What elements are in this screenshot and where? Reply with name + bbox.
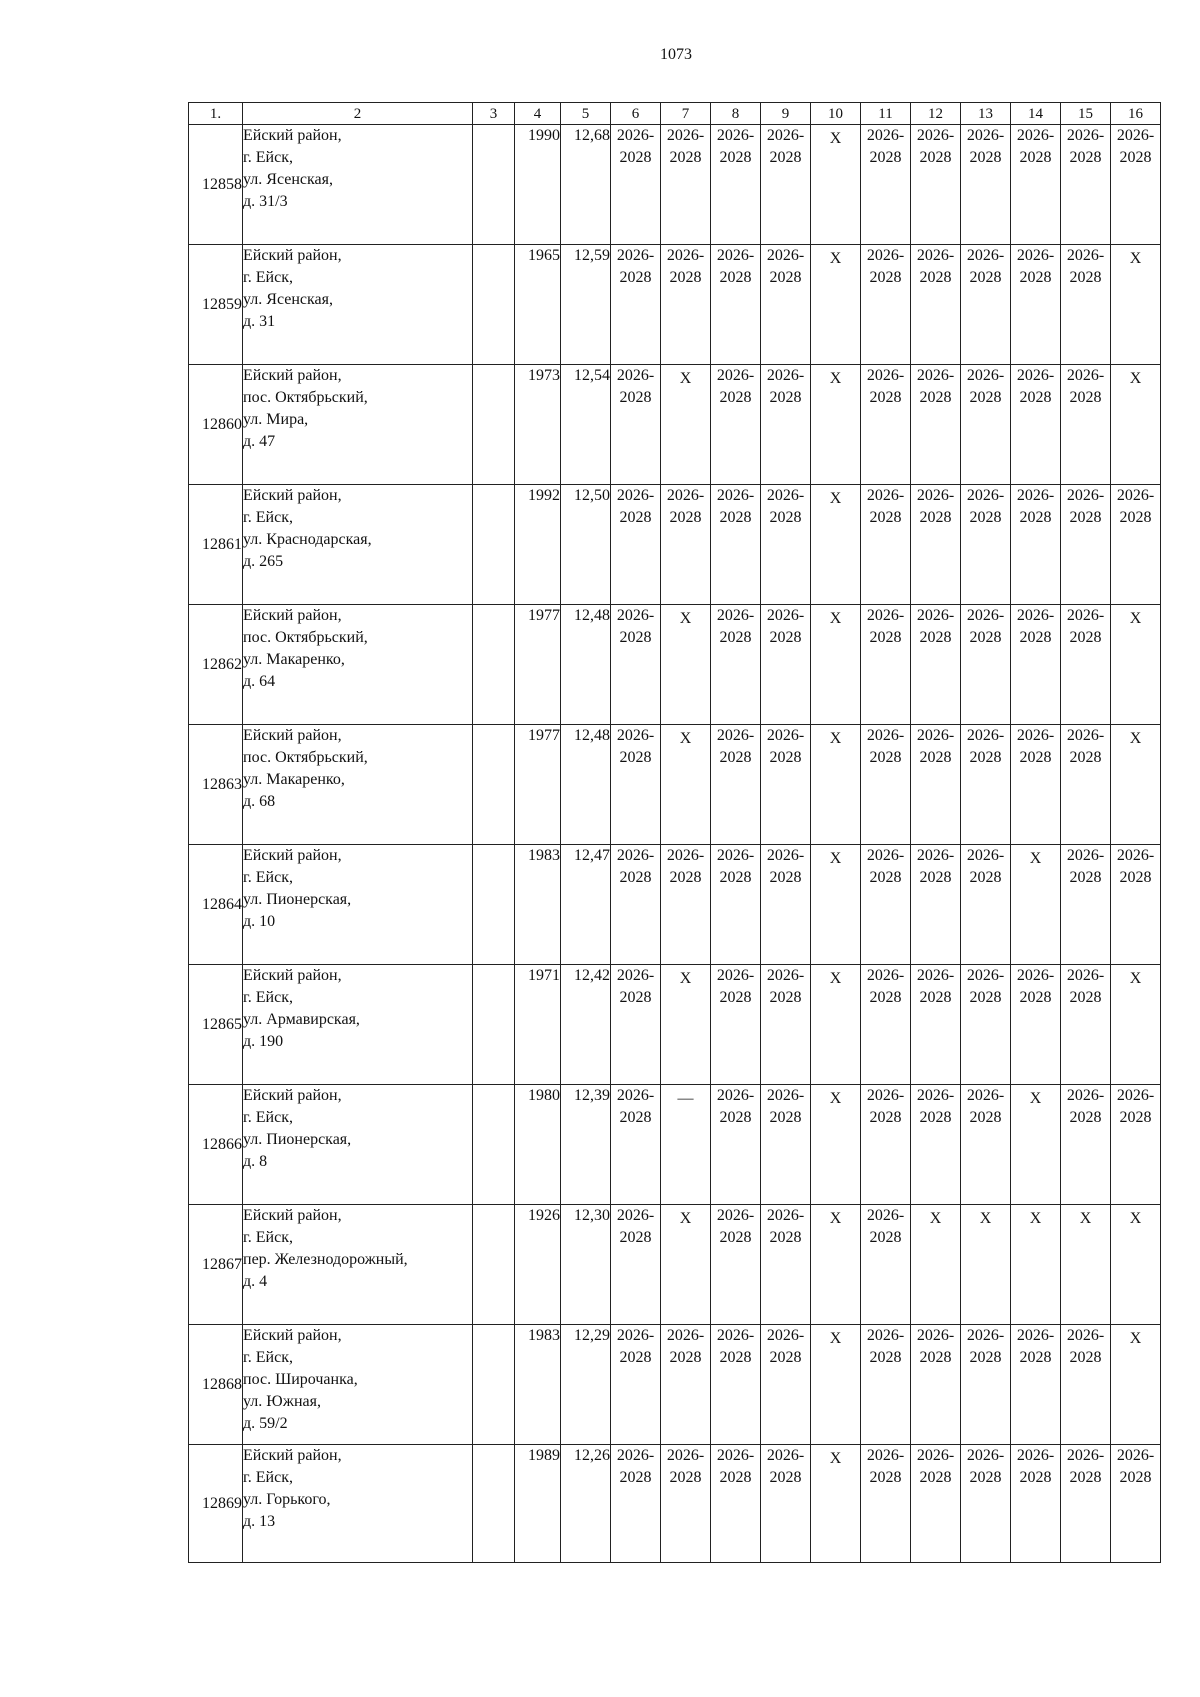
year-cell: 1977 [515, 605, 561, 725]
address-line: ул. Краснодарская, [243, 531, 372, 548]
period-cell-col-9: 2026- 2028 [761, 245, 811, 365]
period-cell-col-13: 2026- 2028 [961, 1325, 1011, 1445]
address-line: ул. Мира, [243, 411, 309, 428]
period-cell-col-7: X [661, 365, 711, 485]
address-line: Ейский район, [243, 367, 342, 384]
address-line: ул. Макаренко, [243, 771, 345, 788]
column-3-cell [473, 1325, 515, 1445]
period-cell-col-16: X [1111, 245, 1161, 365]
period-cell-col-9: 2026- 2028 [761, 605, 811, 725]
period-cell-col-9: 2026- 2028 [761, 1085, 811, 1205]
column-header-11: 11 [861, 103, 911, 125]
address-line: Ейский район, [243, 847, 342, 864]
period-cell-col-10: X [811, 1325, 861, 1445]
period-cell-col-9: 2026- 2028 [761, 965, 811, 1085]
year-cell: 1990 [515, 125, 561, 245]
address-line: ул. Ясенская, [243, 171, 334, 188]
row-number: 12866 [189, 1085, 243, 1205]
period-cell-col-13: X [961, 1205, 1011, 1325]
column-3-cell [473, 725, 515, 845]
address-line: ул. Макаренко, [243, 651, 345, 668]
column-header-15: 15 [1061, 103, 1111, 125]
year-cell: 1983 [515, 1325, 561, 1445]
year-cell: 1992 [515, 485, 561, 605]
period-cell-col-8: 2026- 2028 [711, 1325, 761, 1445]
period-cell-col-11: 2026- 2028 [861, 1325, 911, 1445]
column-header-3: 3 [473, 103, 515, 125]
period-cell-col-7: 2026- 2028 [661, 1445, 711, 1563]
address-line: д. 190 [243, 1033, 284, 1050]
column-3-cell [473, 965, 515, 1085]
address-line: г. Ейск, [243, 149, 293, 166]
address-line: г. Ейск, [243, 869, 293, 886]
column-header-5: 5 [561, 103, 611, 125]
period-cell-col-14: 2026- 2028 [1011, 965, 1061, 1085]
period-cell-col-16: 2026- 2028 [1111, 125, 1161, 245]
period-cell-col-6: 2026- 2028 [611, 1325, 661, 1445]
period-cell-col-15: 2026- 2028 [1061, 725, 1111, 845]
period-cell-col-12: 2026- 2028 [911, 1445, 961, 1563]
period-cell-col-6: 2026- 2028 [611, 725, 661, 845]
period-cell-col-7: X [661, 725, 711, 845]
column-header-8: 8 [711, 103, 761, 125]
period-cell-col-6: 2026- 2028 [611, 965, 661, 1085]
period-cell-col-13: 2026- 2028 [961, 965, 1011, 1085]
address-line: ул. Армавирская, [243, 1011, 360, 1028]
period-cell-col-7: 2026- 2028 [661, 245, 711, 365]
period-cell-col-11: 2026- 2028 [861, 365, 911, 485]
period-cell-col-11: 2026- 2028 [861, 1205, 911, 1325]
period-cell-col-10: X [811, 1085, 861, 1205]
row-number: 12858 [189, 125, 243, 245]
period-cell-col-16: 2026- 2028 [1111, 1085, 1161, 1205]
period-cell-col-9: 2026- 2028 [761, 845, 811, 965]
address-line: ул. Пионерская, [243, 1131, 352, 1148]
period-cell-col-16: X [1111, 1205, 1161, 1325]
period-cell-col-14: 2026- 2028 [1011, 605, 1061, 725]
row-number: 12862 [189, 605, 243, 725]
period-cell-col-10: X [811, 845, 861, 965]
year-cell: 1926 [515, 1205, 561, 1325]
period-cell-col-7: 2026- 2028 [661, 1325, 711, 1445]
period-cell-col-8: 2026- 2028 [711, 1085, 761, 1205]
period-cell-col-12: X [911, 1205, 961, 1325]
address-cell [243, 125, 473, 245]
period-cell-col-15: 2026- 2028 [1061, 365, 1111, 485]
address-line: Ейский район, [243, 1207, 342, 1224]
period-cell-col-8: 2026- 2028 [711, 605, 761, 725]
address-line: д. 31/3 [243, 193, 288, 210]
period-cell-col-11: 2026- 2028 [861, 245, 911, 365]
period-cell-col-12: 2026- 2028 [911, 1325, 961, 1445]
period-cell-col-12: 2026- 2028 [911, 485, 961, 605]
year-cell: 1989 [515, 1445, 561, 1563]
period-cell-col-6: 2026- 2028 [611, 365, 661, 485]
period-cell-col-13: 2026- 2028 [961, 845, 1011, 965]
table-row [189, 485, 1161, 605]
period-cell-col-10: X [811, 965, 861, 1085]
value-cell: 12,29 [561, 1325, 611, 1445]
period-cell-col-7: — [661, 1085, 711, 1205]
row-number: 12868 [189, 1325, 243, 1445]
period-cell-col-13: 2026- 2028 [961, 605, 1011, 725]
column-header-12: 12 [911, 103, 961, 125]
address-line: г. Ейск, [243, 1229, 293, 1246]
row-number: 12865 [189, 965, 243, 1085]
table-row [189, 245, 1161, 365]
address-line: г. Ейск, [243, 1109, 293, 1126]
period-cell-col-15: 2026- 2028 [1061, 605, 1111, 725]
table-row [189, 1205, 1161, 1325]
address-line: г. Ейск, [243, 989, 293, 1006]
table-row [189, 125, 1161, 245]
row-number: 12867 [189, 1205, 243, 1325]
address-line: Ейский район, [243, 1087, 342, 1104]
period-cell-col-15: 2026- 2028 [1061, 485, 1111, 605]
period-cell-col-10: X [811, 125, 861, 245]
year-cell: 1980 [515, 1085, 561, 1205]
address-cell [243, 605, 473, 725]
header-row [189, 103, 1161, 125]
address-line: пос. Широчанка, [243, 1371, 358, 1388]
column-header-13: 13 [961, 103, 1011, 125]
period-cell-col-8: 2026- 2028 [711, 485, 761, 605]
address-line: д. 59/2 [243, 1415, 288, 1432]
period-cell-col-12: 2026- 2028 [911, 965, 961, 1085]
column-3-cell [473, 365, 515, 485]
address-line: Ейский район, [243, 247, 342, 264]
period-cell-col-16: 2026- 2028 [1111, 1445, 1161, 1563]
period-cell-col-15: 2026- 2028 [1061, 245, 1111, 365]
column-3-cell [473, 1085, 515, 1205]
year-cell: 1983 [515, 845, 561, 965]
period-cell-col-15: 2026- 2028 [1061, 1085, 1111, 1205]
value-cell: 12,26 [561, 1445, 611, 1563]
address-line: пос. Октябрьский, [243, 749, 368, 766]
table-row [189, 605, 1161, 725]
year-cell: 1971 [515, 965, 561, 1085]
period-cell-col-11: 2026- 2028 [861, 125, 911, 245]
period-cell-col-10: X [811, 605, 861, 725]
period-cell-col-13: 2026- 2028 [961, 485, 1011, 605]
period-cell-col-8: 2026- 2028 [711, 1205, 761, 1325]
period-cell-col-7: 2026- 2028 [661, 485, 711, 605]
column-3-cell [473, 605, 515, 725]
period-cell-col-11: 2026- 2028 [861, 1085, 911, 1205]
address-line: г. Ейск, [243, 509, 293, 526]
column-3-cell [473, 125, 515, 245]
period-cell-col-16: 2026- 2028 [1111, 485, 1161, 605]
address-line: д. 47 [243, 433, 276, 450]
address-line: ул. Южная, [243, 1393, 321, 1410]
period-cell-col-16: 2026- 2028 [1111, 845, 1161, 965]
address-cell [243, 485, 473, 605]
period-cell-col-15: 2026- 2028 [1061, 1445, 1111, 1563]
period-cell-col-6: 2026- 2028 [611, 1085, 661, 1205]
period-cell-col-7: X [661, 965, 711, 1085]
column-header-7: 7 [661, 103, 711, 125]
value-cell: 12,48 [561, 605, 611, 725]
period-cell-col-8: 2026- 2028 [711, 845, 761, 965]
table-row [189, 725, 1161, 845]
address-line: д. 265 [243, 553, 284, 570]
address-line: г. Ейск, [243, 1349, 293, 1366]
period-cell-col-9: 2026- 2028 [761, 485, 811, 605]
column-header-16: 16 [1111, 103, 1161, 125]
address-line: д. 10 [243, 913, 276, 930]
period-cell-col-14: X [1011, 1085, 1061, 1205]
table-row [189, 365, 1161, 485]
value-cell: 12,50 [561, 485, 611, 605]
address-line: ул. Ясенская, [243, 291, 334, 308]
column-header-1: 1. [189, 103, 243, 125]
period-cell-col-11: 2026- 2028 [861, 725, 911, 845]
address-line: Ейский район, [243, 967, 342, 984]
address-line: д. 8 [243, 1153, 268, 1170]
period-cell-col-12: 2026- 2028 [911, 245, 961, 365]
address-line: ул. Горького, [243, 1491, 331, 1508]
period-cell-col-7: X [661, 1205, 711, 1325]
value-cell: 12,48 [561, 725, 611, 845]
column-3-cell [473, 245, 515, 365]
value-cell: 12,30 [561, 1205, 611, 1325]
period-cell-col-6: 2026- 2028 [611, 245, 661, 365]
period-cell-col-16: X [1111, 725, 1161, 845]
column-header-4: 4 [515, 103, 561, 125]
period-cell-col-11: 2026- 2028 [861, 605, 911, 725]
period-cell-col-8: 2026- 2028 [711, 125, 761, 245]
column-header-2: 2 [243, 103, 473, 125]
period-cell-col-8: 2026- 2028 [711, 725, 761, 845]
column-3-cell [473, 1445, 515, 1563]
address-line: пер. Железнодорожный, [243, 1251, 408, 1268]
period-cell-col-16: X [1111, 605, 1161, 725]
row-number: 12863 [189, 725, 243, 845]
period-cell-col-13: 2026- 2028 [961, 245, 1011, 365]
period-cell-col-7: 2026- 2028 [661, 125, 711, 245]
period-cell-col-15: 2026- 2028 [1061, 1325, 1111, 1445]
value-cell: 12,54 [561, 365, 611, 485]
period-cell-col-9: 2026- 2028 [761, 1205, 811, 1325]
period-cell-col-14: 2026- 2028 [1011, 1325, 1061, 1445]
address-cell [243, 245, 473, 365]
period-cell-col-12: 2026- 2028 [911, 1085, 961, 1205]
table-row [189, 845, 1161, 965]
period-cell-col-9: 2026- 2028 [761, 725, 811, 845]
column-header-10: 10 [811, 103, 861, 125]
period-cell-col-14: X [1011, 845, 1061, 965]
period-cell-col-14: 2026- 2028 [1011, 365, 1061, 485]
address-line: д. 31 [243, 313, 276, 330]
address-line: Ейский район, [243, 1327, 342, 1344]
row-number: 12869 [189, 1445, 243, 1563]
period-cell-col-7: 2026- 2028 [661, 845, 711, 965]
address-cell [243, 725, 473, 845]
column-3-cell [473, 485, 515, 605]
address-line: Ейский район, [243, 727, 342, 744]
table-body [189, 125, 1161, 1563]
table-row [189, 1085, 1161, 1205]
period-cell-col-14: 2026- 2028 [1011, 1445, 1061, 1563]
period-cell-col-7: X [661, 605, 711, 725]
period-cell-col-14: 2026- 2028 [1011, 245, 1061, 365]
period-cell-col-13: 2026- 2028 [961, 1085, 1011, 1205]
period-cell-col-9: 2026- 2028 [761, 1325, 811, 1445]
address-line: д. 4 [243, 1273, 268, 1290]
period-cell-col-9: 2026- 2028 [761, 1445, 811, 1563]
address-line: Ейский район, [243, 607, 342, 624]
year-cell: 1973 [515, 365, 561, 485]
address-line: г. Ейск, [243, 269, 293, 286]
row-number: 12860 [189, 365, 243, 485]
period-cell-col-12: 2026- 2028 [911, 125, 961, 245]
year-cell: 1977 [515, 725, 561, 845]
period-cell-col-14: 2026- 2028 [1011, 725, 1061, 845]
period-cell-col-12: 2026- 2028 [911, 365, 961, 485]
period-cell-col-10: X [811, 365, 861, 485]
value-cell: 12,42 [561, 965, 611, 1085]
address-line: Ейский район, [243, 127, 342, 144]
address-cell [243, 845, 473, 965]
period-cell-col-11: 2026- 2028 [861, 965, 911, 1085]
period-cell-col-15: 2026- 2028 [1061, 845, 1111, 965]
table-row [189, 1325, 1161, 1445]
year-cell: 1965 [515, 245, 561, 365]
period-cell-col-6: 2026- 2028 [611, 1445, 661, 1563]
period-cell-col-16: X [1111, 965, 1161, 1085]
period-cell-col-8: 2026- 2028 [711, 365, 761, 485]
address-line: д. 13 [243, 1513, 276, 1530]
period-cell-col-12: 2026- 2028 [911, 845, 961, 965]
address-line: ул. Пионерская, [243, 891, 352, 908]
address-cell [243, 1205, 473, 1325]
period-cell-col-15: X [1061, 1205, 1111, 1325]
address-cell [243, 1325, 473, 1445]
period-cell-col-14: 2026- 2028 [1011, 485, 1061, 605]
period-cell-col-11: 2026- 2028 [861, 485, 911, 605]
column-header-14: 14 [1011, 103, 1061, 125]
period-cell-col-10: X [811, 725, 861, 845]
address-cell [243, 1085, 473, 1205]
period-cell-col-9: 2026- 2028 [761, 365, 811, 485]
address-line: Ейский район, [243, 487, 342, 504]
period-cell-col-6: 2026- 2028 [611, 1205, 661, 1325]
period-cell-col-6: 2026- 2028 [611, 605, 661, 725]
period-cell-col-16: X [1111, 365, 1161, 485]
row-number: 12861 [189, 485, 243, 605]
period-cell-col-10: X [811, 1445, 861, 1563]
period-cell-col-8: 2026- 2028 [711, 245, 761, 365]
period-cell-col-14: 2026- 2028 [1011, 125, 1061, 245]
period-cell-col-6: 2026- 2028 [611, 485, 661, 605]
row-number: 12859 [189, 245, 243, 365]
column-3-cell [473, 845, 515, 965]
period-cell-col-11: 2026- 2028 [861, 1445, 911, 1563]
period-cell-col-12: 2026- 2028 [911, 725, 961, 845]
period-cell-col-12: 2026- 2028 [911, 605, 961, 725]
row-number: 12864 [189, 845, 243, 965]
address-line: д. 68 [243, 793, 276, 810]
column-3-cell [473, 1205, 515, 1325]
address-cell [243, 965, 473, 1085]
table-row [189, 965, 1161, 1085]
period-cell-col-13: 2026- 2028 [961, 125, 1011, 245]
register-table [188, 102, 1161, 1563]
address-line: Ейский район, [243, 1447, 342, 1464]
address-cell [243, 1445, 473, 1563]
address-line: д. 64 [243, 673, 276, 690]
period-cell-col-13: 2026- 2028 [961, 365, 1011, 485]
period-cell-col-10: X [811, 1205, 861, 1325]
value-cell: 12,47 [561, 845, 611, 965]
address-line: пос. Октябрьский, [243, 389, 368, 406]
period-cell-col-10: X [811, 485, 861, 605]
period-cell-col-14: X [1011, 1205, 1061, 1325]
column-header-6: 6 [611, 103, 661, 125]
period-cell-col-13: 2026- 2028 [961, 725, 1011, 845]
address-line: пос. Октябрьский, [243, 629, 368, 646]
period-cell-col-6: 2026- 2028 [611, 125, 661, 245]
period-cell-col-8: 2026- 2028 [711, 1445, 761, 1563]
table-row [189, 1445, 1161, 1563]
period-cell-col-10: X [811, 245, 861, 365]
period-cell-col-15: 2026- 2028 [1061, 125, 1111, 245]
period-cell-col-15: 2026- 2028 [1061, 965, 1111, 1085]
period-cell-col-13: 2026- 2028 [961, 1445, 1011, 1563]
value-cell: 12,39 [561, 1085, 611, 1205]
period-cell-col-8: 2026- 2028 [711, 965, 761, 1085]
period-cell-col-9: 2026- 2028 [761, 125, 811, 245]
page-number: 1073 [660, 46, 692, 63]
column-header-9: 9 [761, 103, 811, 125]
value-cell: 12,68 [561, 125, 611, 245]
period-cell-col-16: X [1111, 1325, 1161, 1445]
period-cell-col-6: 2026- 2028 [611, 845, 661, 965]
address-cell [243, 365, 473, 485]
value-cell: 12,59 [561, 245, 611, 365]
period-cell-col-11: 2026- 2028 [861, 845, 911, 965]
address-line: г. Ейск, [243, 1469, 293, 1486]
